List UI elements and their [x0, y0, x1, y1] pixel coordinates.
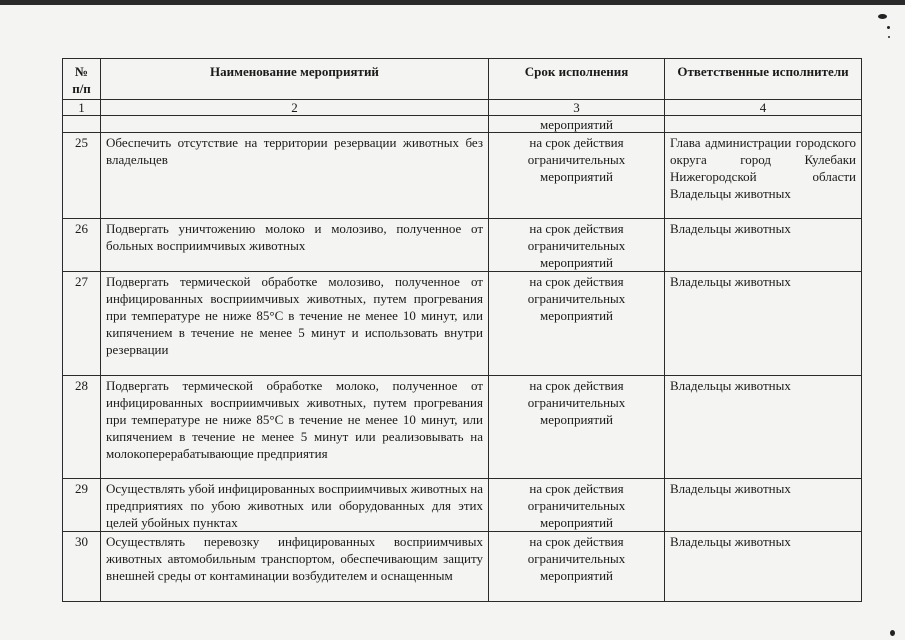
row-name: Подвергать уничтожению молоко и молозиво, полученное от больных восприимчивых животных [101, 219, 489, 272]
table-row [63, 272, 862, 376]
table-row [63, 532, 862, 602]
header-resp: Ответственные исполнители [665, 59, 862, 100]
table-row [63, 479, 862, 532]
column-index-row [63, 100, 862, 116]
scan-mark [890, 630, 895, 636]
row-resp: Владельцы животных [665, 272, 862, 376]
scan-top-edge [0, 0, 905, 5]
row-term: на срок действия ограничительных мероприятий [489, 532, 665, 602]
header-row [63, 59, 862, 100]
scan-mark [888, 36, 890, 38]
row-num: 28 [63, 376, 101, 479]
row-resp: Владельцы животных [665, 376, 862, 479]
row-term: на срок действия ограничительных мероприятий [489, 272, 665, 376]
column-index: 1 [63, 100, 101, 116]
row-term: на срок действия ограничительных мероприятий [489, 133, 665, 219]
row-num: 30 [63, 532, 101, 602]
header-term: Срок исполнения [489, 59, 665, 100]
row-name: Обеспечить отсутствие на территории резервации животных без владельцев [101, 133, 489, 219]
header-name: Наименование мероприятий [101, 59, 489, 100]
continuation-term: мероприятий [489, 116, 665, 133]
measures-table [62, 58, 862, 602]
row-term: на срок действия ограничительных мероприятий [489, 376, 665, 479]
row-num: 29 [63, 479, 101, 532]
scan-mark [887, 26, 890, 29]
row-num: 25 [63, 133, 101, 219]
row-resp: Владельцы животных [665, 532, 862, 602]
scan-mark [878, 14, 887, 19]
row-resp: Владельцы животных [665, 219, 862, 272]
row-term: на срок действия ограничительных мероприятий [489, 479, 665, 532]
row-term: на срок действия ограничительных мероприятий [489, 219, 665, 272]
row-num: 26 [63, 219, 101, 272]
column-index: 2 [101, 100, 489, 116]
continuation-row [63, 116, 862, 133]
table-row [63, 133, 862, 219]
table-row [63, 376, 862, 479]
table-row [63, 219, 862, 272]
row-resp-head: Глава администрации городского округа город Кулебаки Нижегородской области [670, 135, 856, 184]
row-resp [665, 133, 862, 219]
row-name: Осуществлять убой инфицированных восприимчивых животных на предприятиях по убою животных или оборудованных для этих целей убойных пунктах [101, 479, 489, 532]
row-name: Подвергать термической обработке молозиво, полученное от инфицированных восприимчивых животных, путем прогревания при температуре не ниже 85°С в течение не менее 10 минут, или кипячением в течение не менее 5 минут и использовать внутри резервации [101, 272, 489, 376]
row-resp: Владельцы животных [665, 479, 862, 532]
row-name: Подвергать термической обработке молоко, полученное от инфицированных восприимчивых животных, путем прогревания при температуре не ниже 85°С в течение не менее 10 минут, или кипячением в течение не менее 5 минут или реализовывать на молокоперерабатывающие предприятия [101, 376, 489, 479]
column-index: 3 [489, 100, 665, 116]
header-num: № п/п [63, 59, 101, 100]
column-index: 4 [665, 100, 862, 116]
row-name: Осуществлять перевозку инфицированных восприимчивых животных автомобильным транспортом, обеспечивающим защиту внешней среды от контаминации возбудителем и оснащенным [101, 532, 489, 602]
row-resp-tail: Владельцы животных [670, 186, 791, 201]
row-num: 27 [63, 272, 101, 376]
